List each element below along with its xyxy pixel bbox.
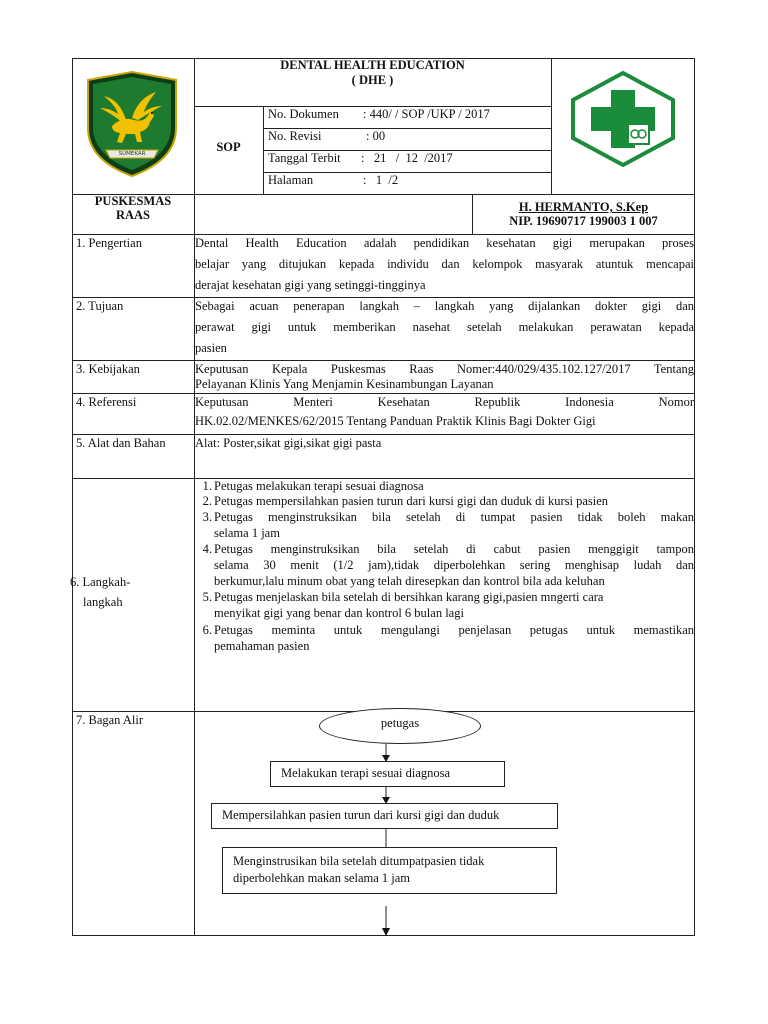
section-label-kebijakan: 3. Kebijakan	[76, 362, 140, 376]
doc-label-halaman: Halaman	[268, 173, 314, 187]
flow-box-terapi	[270, 761, 505, 787]
flow-box-mempersilahkan-text: Mempersilahkan pasien turun dari kursi gigi dan duduk	[222, 808, 500, 822]
pengertian-line-2: belajar yang ditujukan kepada individu dan kelompok masyarak atuntuk mencapai	[195, 257, 694, 271]
org-name-line2: RAAS	[115, 208, 151, 222]
step-number: 6.	[202, 623, 212, 637]
step-text: Petugas melakukan terapi sesuai diagnosa	[214, 479, 424, 493]
section-label-langkah: 6. Langkah-	[70, 575, 131, 589]
flow-box-menginstrusikan-line2: diperbolehkan makan selama 1 jam	[233, 871, 411, 885]
step-text: Petugas meminta untuk mengulangi penjelasan petugas untuk memastikan	[214, 623, 694, 637]
section-label-bagan: 7. Bagan Alir	[76, 713, 144, 727]
doc-label-revisi: No. Revisi	[268, 129, 322, 143]
step-number: 4.	[202, 542, 212, 556]
kebijakan-line-2: Pelayanan Klinis Yang Menjamin Kesinambungan Layanan	[195, 377, 494, 391]
pengertian-line-1: Dental Health Education adalah pendidikan kesehatan gigi merupakan proses	[195, 236, 694, 250]
alat-text: Alat: Poster,sikat gigi,sikat gigi pasta	[195, 436, 382, 450]
signatory-nip: NIP. 19690717 199003 1 007	[509, 214, 658, 228]
section-label-pengertian: 1. Pengertian	[76, 236, 142, 250]
doc-label-tanggal: Tanggal Terbit	[268, 151, 341, 165]
flow-box-terapi-text: Melakukan terapi sesuai diagnosa	[281, 766, 451, 780]
doc-value-nomor: : 440/ / SOP /UKP / 2017	[363, 107, 490, 121]
section-label-referensi: 4. Referensi	[76, 395, 137, 409]
step-text: menyikat gigi yang benar dan kontrol 6 bulan lagi	[214, 606, 464, 620]
step-text: Petugas menginstruksikan bila setelah di cabut pasien menggigit tampon	[214, 542, 694, 556]
document-title: DENTAL HEALTH EDUCATION	[280, 58, 465, 72]
section-label-alat: 5. Alat dan Bahan	[76, 436, 166, 450]
step-number: 5.	[202, 590, 212, 604]
section-label-tujuan: 2. Tujuan	[76, 299, 124, 313]
logo-banner-text: SUMEKAR	[118, 151, 146, 157]
tujuan-line-2: perawat gigi untuk memberikan nasehat setelah melakukan perawatan kepada	[195, 320, 694, 334]
flow-box-menginstrusikan	[222, 847, 557, 894]
tujuan-line-1: Sebagai acuan penerapan langkah – langkah yang dijalankan dokter gigi dan	[195, 299, 694, 313]
step-number: 3.	[202, 510, 212, 524]
step-text: Petugas mempersilahkan pasien turun dari kursi gigi dan duduk di kursi pasien	[214, 494, 609, 508]
section-label-langkah-2: langkah	[83, 595, 123, 609]
pengertian-line-3: derajat kesehatan gigi yang setinggi-tingginya	[195, 278, 426, 292]
step-text: selama 30 menit (1/2 jam),tidak diperbolehkan sering menghisap ludah dan	[214, 558, 694, 572]
flow-box-menginstrusikan-line1: Menginstrusikan bila setelah ditumpatpasien tidak	[233, 854, 485, 868]
step-text: selama 1 jam	[214, 526, 280, 540]
doc-label-nomor: No. Dokumen	[268, 107, 339, 121]
step-text: Petugas menjelaskan bila setelah di bersihkan karang gigi,pasien mngerti cara	[214, 590, 604, 604]
signatory-name: H. HERMANTO, S.Kep	[518, 200, 649, 214]
step-text: berkumur,lalu minum obat yang telah diresepkan dan kontrol bila ada keluhan	[214, 574, 605, 588]
org-name-line1: PUSKESMAS	[94, 194, 172, 208]
doc-value-tanggal: : 21 / 12 /2017	[361, 151, 453, 165]
step-text: Petugas menginstruksikan bila setelah di tumpat pasien tidak boleh makan	[214, 510, 694, 524]
doc-value-halaman: : 1 /2	[363, 173, 399, 187]
document-subtitle: ( DHE )	[351, 73, 394, 87]
step-text: pemahaman pasien	[214, 639, 310, 653]
flow-start-label: petugas	[380, 716, 420, 730]
sop-label: SOP	[216, 140, 241, 154]
flow-box-mempersilahkan	[211, 803, 558, 829]
referensi-line-1: Keputusan Menteri Kesehatan Republik Indonesia Nomor	[195, 395, 694, 409]
kebijakan-line-1: Keputusan Kepala Puskesmas Raas Nomer:440/029/435.102.127/2017 Tentang	[195, 362, 694, 376]
tujuan-line-3: pasien	[195, 341, 227, 355]
step-number: 2.	[202, 494, 212, 508]
step-number: 1.	[202, 479, 212, 493]
doc-value-revisi: : 00	[366, 129, 386, 143]
referensi-line-2: HK.02.02/MENKES/62/2015 Tentang Panduan Praktik Klinis Bagi Dokter Gigi	[195, 414, 596, 428]
